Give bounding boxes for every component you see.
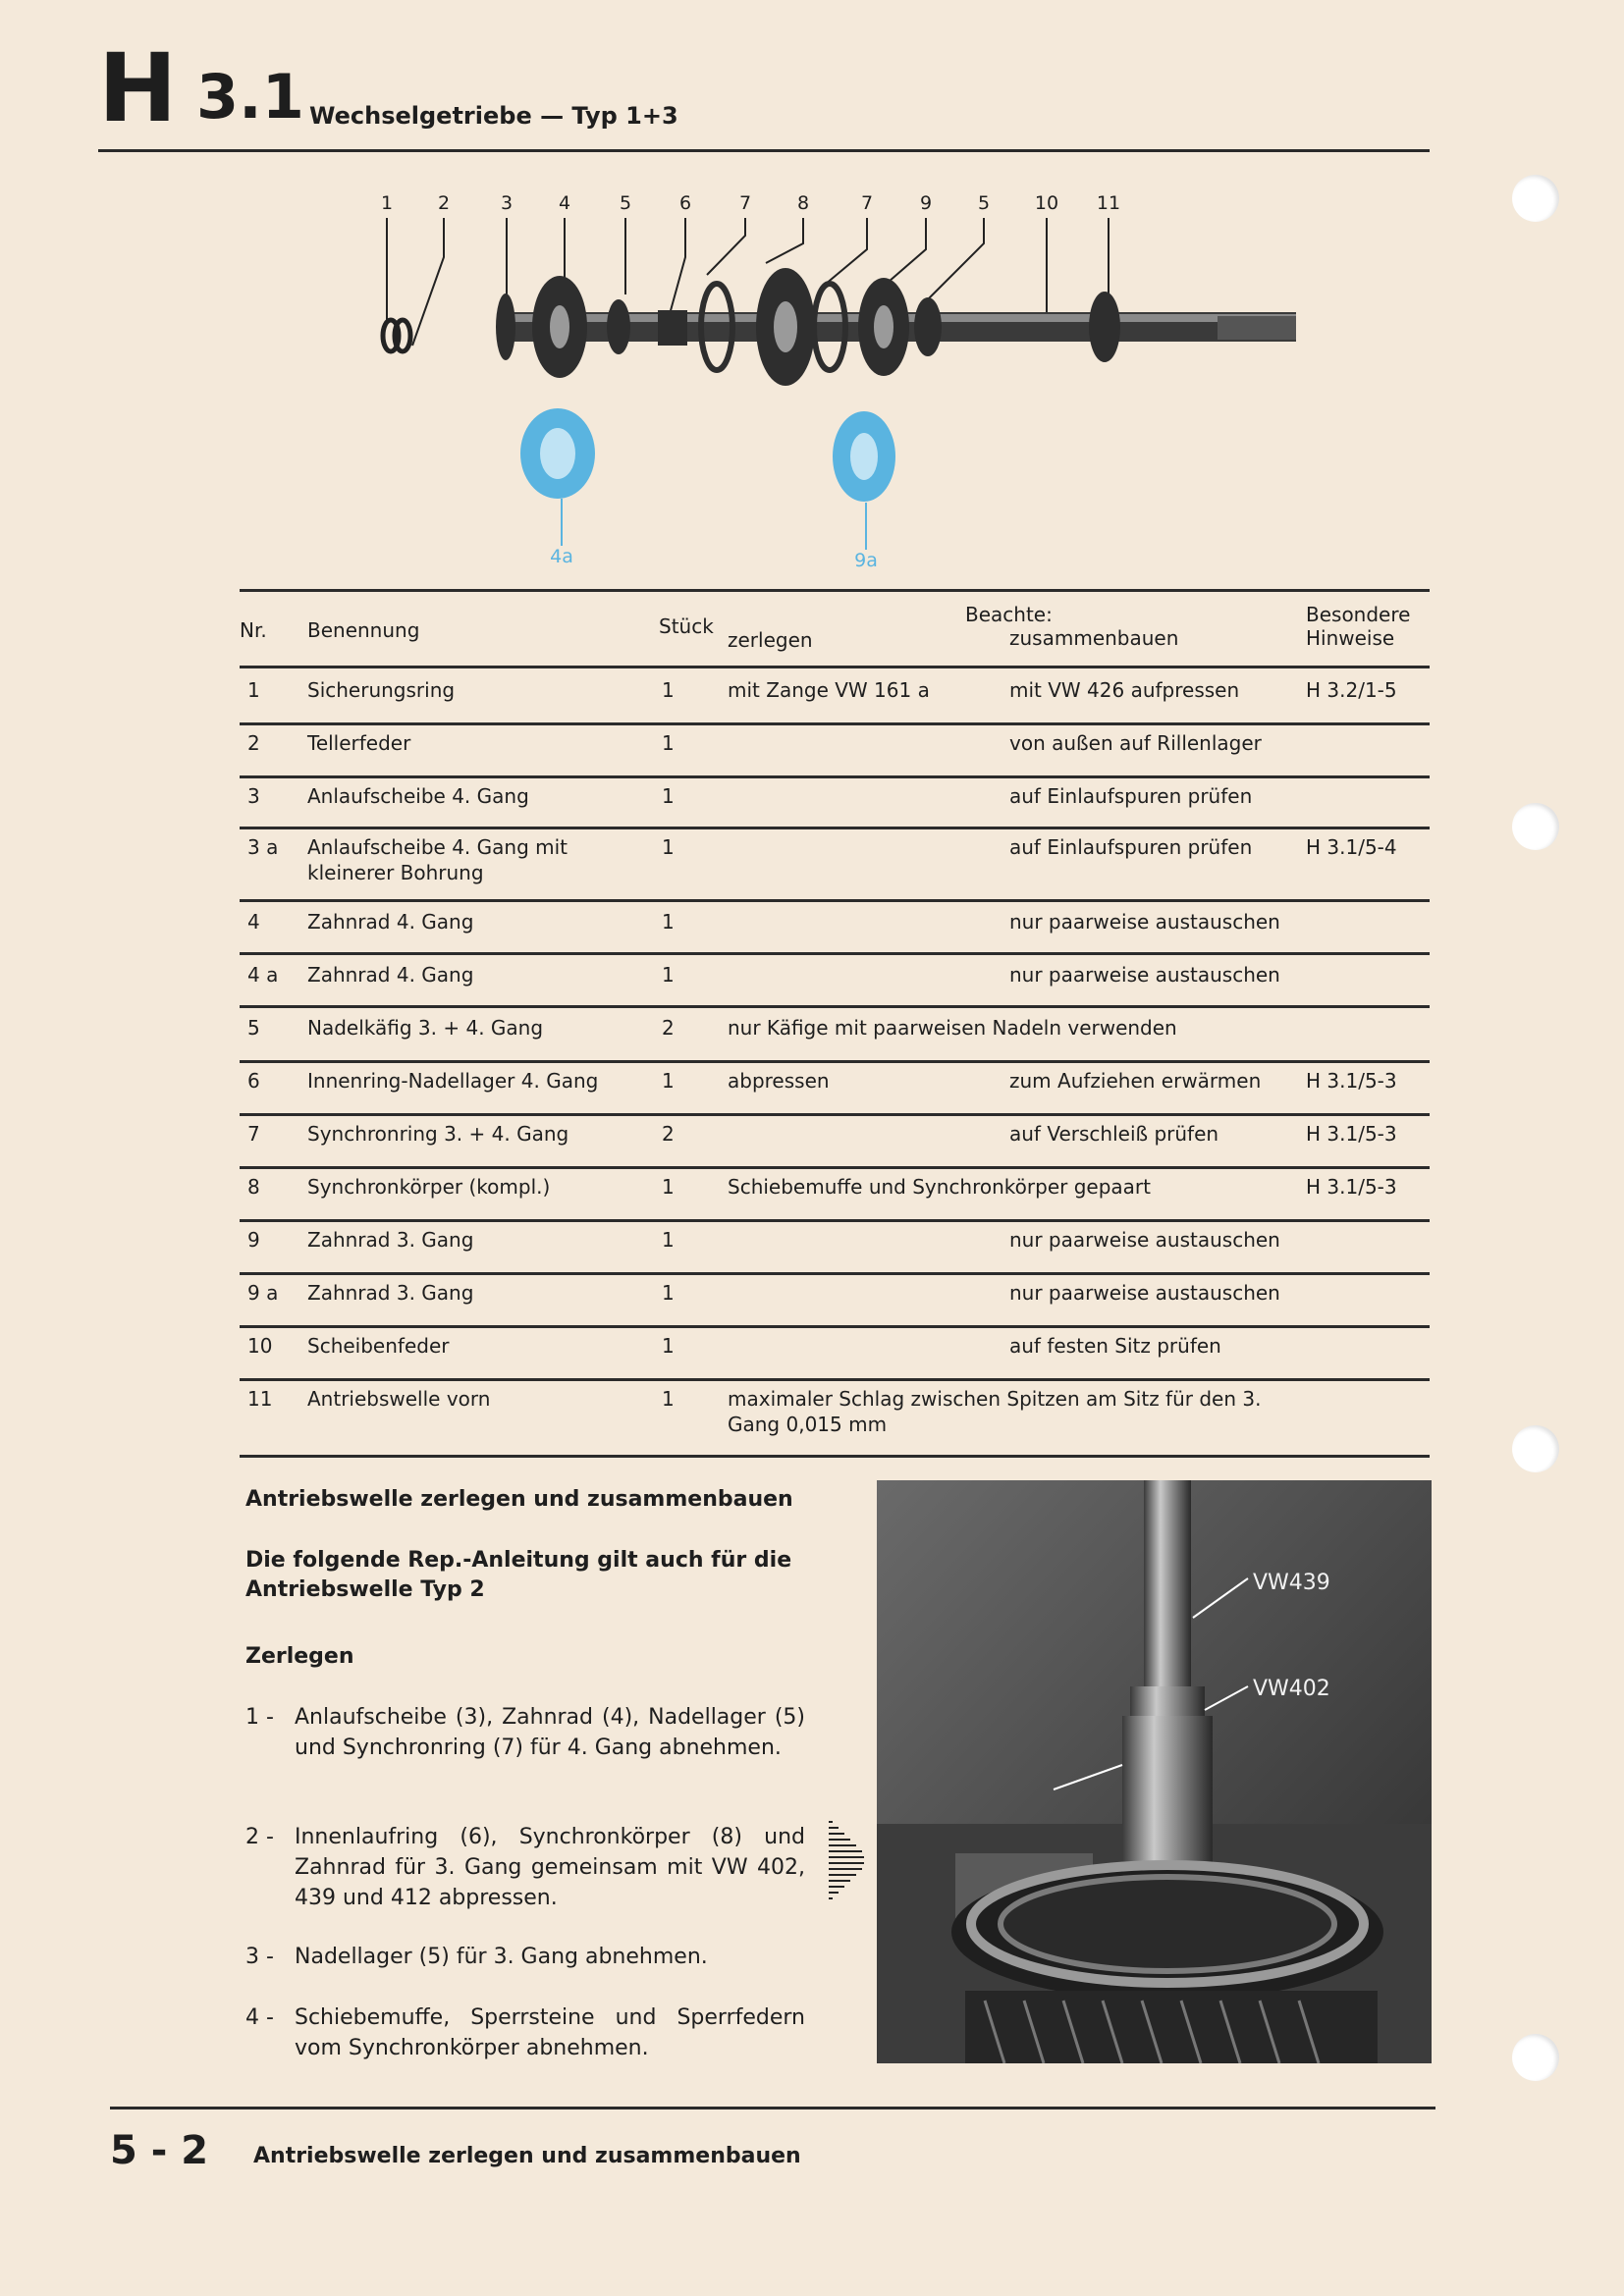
table-row-rule xyxy=(240,722,1430,725)
callout-number: 8 xyxy=(796,192,810,214)
header-nr: Nr. xyxy=(240,618,267,642)
cell-qty: 1 xyxy=(662,731,675,755)
cell-nr: 1 xyxy=(247,678,260,702)
cell-zer: Schiebemuffe und Synchronkörper gepaart xyxy=(728,1175,1151,1199)
cell-zus: nur paarweise austauschen xyxy=(1009,1228,1280,1252)
punch-hole xyxy=(1512,2034,1559,2081)
footer-rule xyxy=(110,2107,1435,2109)
cell-hin: H 3.1/5-3 xyxy=(1306,1069,1397,1093)
header-besondere: Besondere xyxy=(1306,603,1411,626)
table-row-rule xyxy=(240,952,1430,955)
callout-number: 1 xyxy=(380,192,394,214)
cell-qty: 1 xyxy=(662,1069,675,1093)
table-row-rule xyxy=(240,1166,1430,1169)
cell-nr: 10 xyxy=(247,1334,273,1358)
table-top-rule xyxy=(240,589,1430,592)
step-number: 3 - xyxy=(245,1945,274,1969)
table-row-rule xyxy=(240,1005,1430,1008)
section-letter: H xyxy=(98,33,176,143)
cell-qty: 1 xyxy=(662,1281,675,1305)
callout-number: 7 xyxy=(738,192,752,214)
callout-number: 7 xyxy=(860,192,874,214)
cell-nr: 3 a xyxy=(247,835,279,859)
callout-number: 6 xyxy=(678,192,692,214)
cell-nr: 11 xyxy=(247,1387,273,1411)
instructions-heading: Antriebswelle zerlegen und zusammenbauen xyxy=(245,1487,793,1512)
table-row-rule xyxy=(240,775,1430,778)
cell-qty: 1 xyxy=(662,1334,675,1358)
step-item xyxy=(245,1702,805,1763)
cell-name: Zahnrad 4. Gang xyxy=(307,910,474,934)
cell-qty: 2 xyxy=(662,1016,675,1040)
cell-qty: 2 xyxy=(662,1122,675,1146)
punch-hole xyxy=(1512,803,1559,850)
cell-zer: maximaler Schlag zwischen Spitzen am Sitz für den 3. Gang 0,015 mm xyxy=(728,1387,1262,1436)
arrow-right-icon xyxy=(827,1818,866,1908)
cell-zus: von außen auf Rillenlager xyxy=(1009,731,1262,755)
cell-zus: auf Einlaufspuren prüfen xyxy=(1009,784,1253,808)
cell-nr: 4 xyxy=(247,910,260,934)
callout-number: 4 xyxy=(558,192,571,214)
cell-nr: 7 xyxy=(247,1122,260,1146)
step-number: 1 - xyxy=(245,1705,274,1730)
callout-number: 11 xyxy=(1096,192,1121,214)
cell-name: Zahnrad 3. Gang xyxy=(307,1228,474,1252)
table-row-rule xyxy=(240,1378,1430,1381)
table-row-rule xyxy=(240,827,1430,829)
cell-nr: 9 a xyxy=(247,1281,279,1305)
step-item xyxy=(245,1942,805,1972)
callout-number: 3 xyxy=(500,192,514,214)
header-zusammenbauen: zusammenbauen xyxy=(1009,626,1179,650)
step-number: 2 - xyxy=(245,1825,274,1849)
cell-name: Synchronring 3. + 4. Gang xyxy=(307,1122,569,1146)
cell-nr: 9 xyxy=(247,1228,260,1252)
cell-name: Antriebswelle vorn xyxy=(307,1387,491,1411)
section-number: 3.1 xyxy=(196,61,304,133)
cell-qty: 1 xyxy=(662,910,675,934)
instructions-note-line2: Antriebswelle Typ 2 xyxy=(245,1577,485,1602)
cell-name: Sicherungsring xyxy=(307,678,456,702)
page-title: Wechselgetriebe — Typ 1+3 xyxy=(309,102,678,130)
punch-hole xyxy=(1512,1425,1559,1472)
header-beachte: Beachte: xyxy=(965,603,1053,626)
cell-zer: abpressen xyxy=(728,1069,830,1093)
cell-nr: 3 xyxy=(247,784,260,808)
cell-qty: 1 xyxy=(662,835,675,859)
cell-nr: 4 a xyxy=(247,963,279,987)
table-row-rule xyxy=(240,1060,1430,1063)
press-photo xyxy=(877,1480,1432,2063)
header-hinweise: Hinweise xyxy=(1306,626,1395,650)
step-number: 4 - xyxy=(245,2005,274,2030)
photo-label-vw439: VW439 xyxy=(1253,1571,1330,1595)
table-row-rule xyxy=(240,1455,1430,1458)
cell-name: Scheibenfeder xyxy=(307,1334,450,1358)
cell-qty: 1 xyxy=(662,1175,675,1199)
cell-qty: 1 xyxy=(662,1387,675,1411)
cell-nr: 5 xyxy=(247,1016,260,1040)
cell-zer: mit Zange VW 161 a xyxy=(728,678,930,702)
cell-name: Anlaufscheibe 4. Gang xyxy=(307,784,529,808)
cell-qty: 1 xyxy=(662,1228,675,1252)
cell-zus: mit VW 426 aufpressen xyxy=(1009,678,1240,702)
header-benennung: Benennung xyxy=(307,618,420,642)
step-item xyxy=(245,2002,805,2063)
cell-name: Zahnrad 3. Gang xyxy=(307,1281,474,1305)
table-header-rule xyxy=(240,666,1430,668)
cell-name: Nadelkäfig 3. + 4. Gang xyxy=(307,1016,544,1040)
step-text: Schiebemuffe, Sperrsteine und Sperrfedern vom Synchronkörper abnehmen. xyxy=(295,2005,805,2060)
table-row-rule xyxy=(240,1113,1430,1116)
cell-name: Innenring-Nadellager 4. Gang xyxy=(307,1069,599,1093)
punch-hole xyxy=(1512,175,1559,222)
cell-zus: nur paarweise austauschen xyxy=(1009,1281,1280,1305)
instructions-subheading: Zerlegen xyxy=(245,1644,354,1669)
callout-number: 5 xyxy=(977,192,991,214)
step-item xyxy=(245,1822,805,1913)
table-row-rule xyxy=(240,899,1430,902)
table-row-rule xyxy=(240,1219,1430,1222)
step-text: Innenlaufring (6), Synchronkörper (8) und Zahnrad für 3. Gang gemeinsam mit VW 402, 439 und 412 abpressen. xyxy=(295,1825,805,1910)
table-row-rule xyxy=(240,1272,1430,1275)
press-photo-drawing xyxy=(877,1480,1432,2063)
cell-name: Synchronkörper (kompl.) xyxy=(307,1175,551,1199)
cell-name: Tellerfeder xyxy=(307,731,411,755)
sub-label-9a: 9a xyxy=(854,550,878,571)
cell-name: Anlaufscheibe 4. Gang mit kleinerer Bohrung xyxy=(307,835,568,884)
cell-nr: 8 xyxy=(247,1175,260,1199)
header-stueck: Stück xyxy=(659,614,714,638)
cell-qty: 1 xyxy=(662,678,675,702)
sub-label-4a: 4a xyxy=(550,546,573,567)
page-number: 5 - 2 xyxy=(110,2128,209,2173)
footer-title: Antriebswelle zerlegen und zusammenbauen xyxy=(253,2144,801,2168)
cell-hin: H 3.1/5-4 xyxy=(1306,835,1397,859)
photo-label-vw402: VW402 xyxy=(1253,1677,1330,1701)
cell-hin: H 3.2/1-5 xyxy=(1306,678,1397,702)
cell-hin: H 3.1/5-3 xyxy=(1306,1175,1397,1199)
callout-number: 5 xyxy=(619,192,632,214)
cell-zus: auf Verschleiß prüfen xyxy=(1009,1122,1219,1146)
callout-number: 10 xyxy=(1034,192,1059,214)
cell-zer: nur Käfige mit paarweisen Nadeln verwenden xyxy=(728,1016,1177,1040)
cell-zus: nur paarweise austauschen xyxy=(1009,910,1280,934)
step-text: Nadellager (5) für 3. Gang abnehmen. xyxy=(295,1945,708,1969)
instructions-note-line1: Die folgende Rep.-Anleitung gilt auch für die xyxy=(245,1548,792,1573)
cell-hin: H 3.1/5-3 xyxy=(1306,1122,1397,1146)
step-text: Anlaufscheibe (3), Zahnrad (4), Nadellager (5) und Synchronring (7) für 4. Gang abnehmen. xyxy=(295,1705,805,1760)
cell-nr: 6 xyxy=(247,1069,260,1093)
cell-qty: 1 xyxy=(662,963,675,987)
cell-name: Zahnrad 4. Gang xyxy=(307,963,474,987)
callout-number: 2 xyxy=(437,192,451,214)
header-rule xyxy=(98,149,1430,152)
cell-zus: zum Aufziehen erwärmen xyxy=(1009,1069,1262,1093)
cell-zus: auf Einlaufspuren prüfen xyxy=(1009,835,1253,859)
cell-zus: auf festen Sitz prüfen xyxy=(1009,1334,1221,1358)
cell-nr: 2 xyxy=(247,731,260,755)
header-zerlegen: zerlegen xyxy=(728,628,813,652)
cell-qty: 1 xyxy=(662,784,675,808)
callout-number: 9 xyxy=(919,192,933,214)
table-row-rule xyxy=(240,1325,1430,1328)
cell-zus: nur paarweise austauschen xyxy=(1009,963,1280,987)
